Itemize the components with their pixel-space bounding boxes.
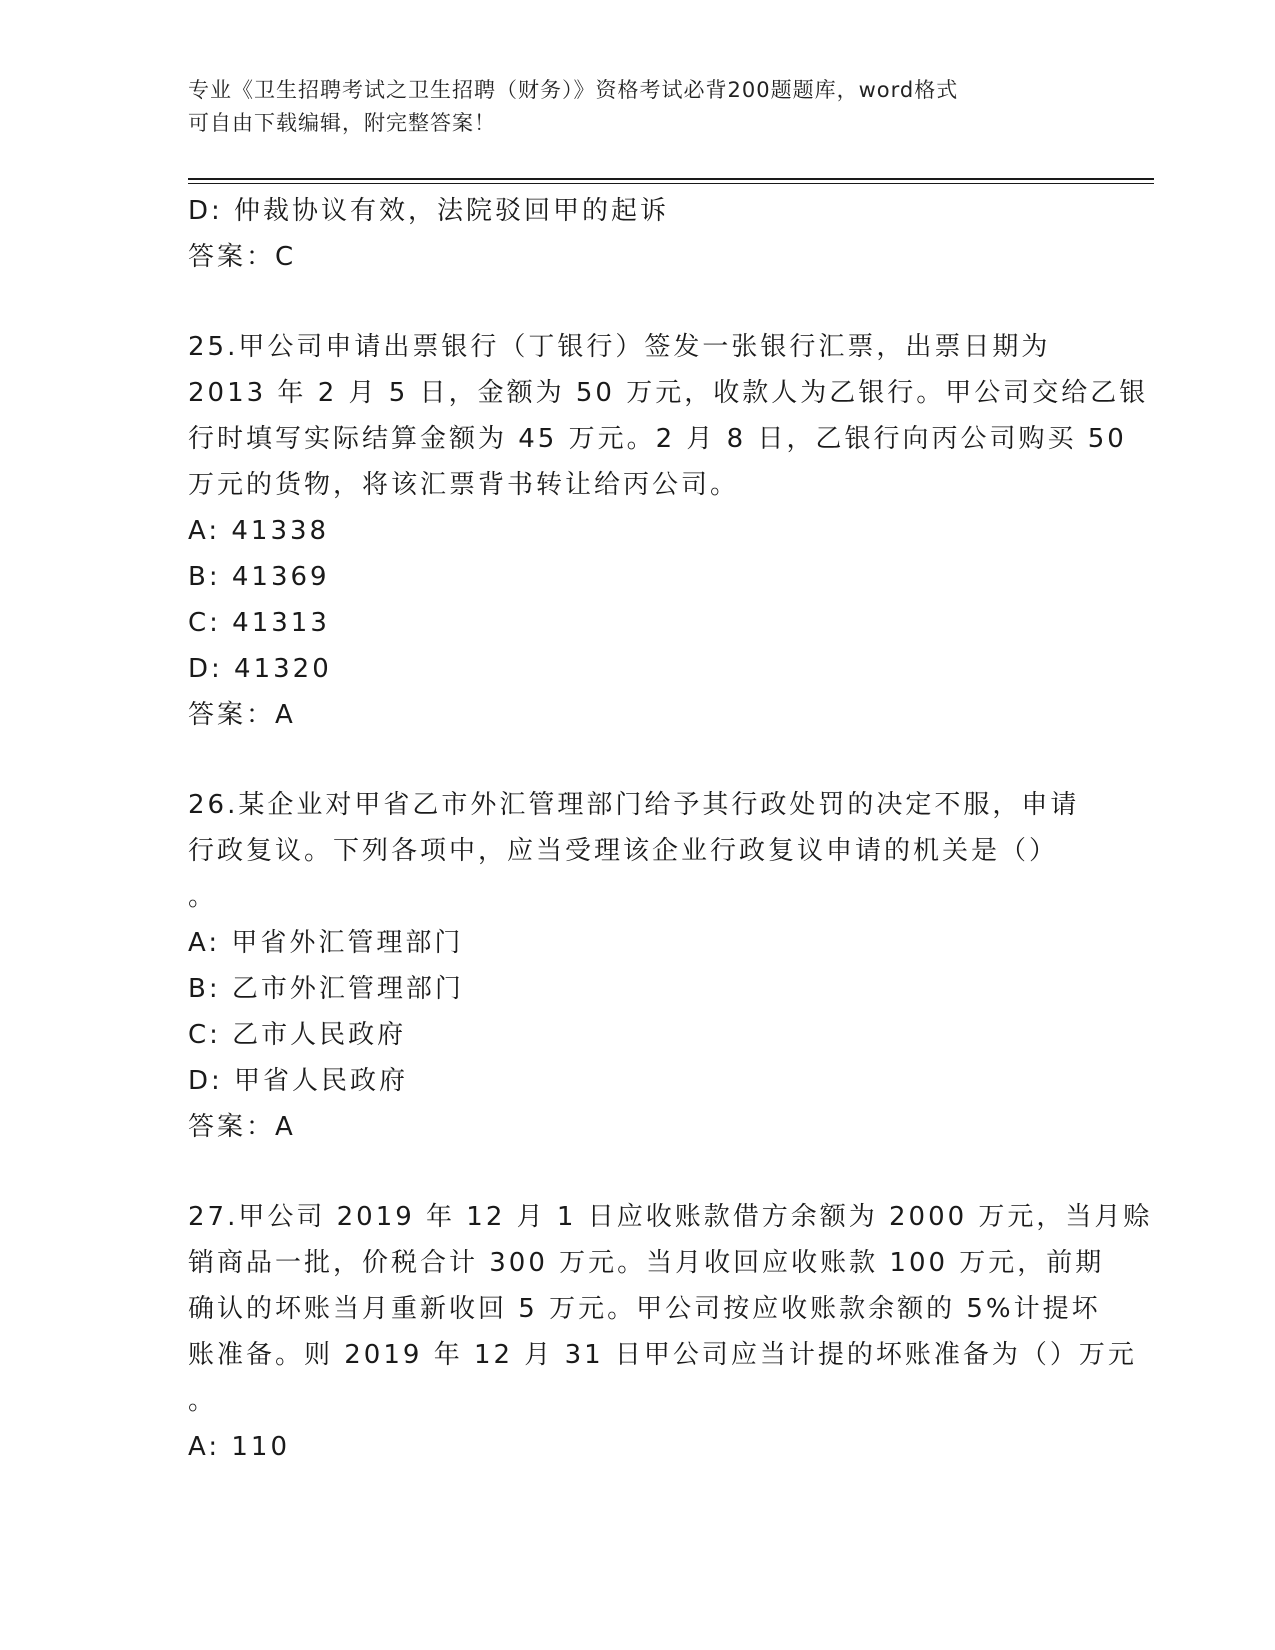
document-header [188, 74, 1088, 140]
header-line-1: 专业《卫生招聘考试之卫生招聘（财务）》资格考试必背200题题库，word格式 [188, 78, 959, 102]
question-text-line: 账准备。则 2019 年 12 月 31 日甲公司应当计提的坏账准备为（）万元 [188, 1340, 1137, 1370]
header-divider-thick [188, 178, 1154, 180]
question-26 [188, 782, 1088, 1150]
question-text-line: 行时填写实际结算金额为 45 万元。2 月 8 日，乙银行向丙公司购买 50 [188, 424, 1127, 454]
question-text-line: 26.某企业对甲省乙市外汇管理部门给予其行政处罚的决定不服，申请 [188, 790, 1080, 820]
question-27 [188, 1194, 1153, 1470]
answer-line: 答案：A [188, 1112, 296, 1142]
question-text-line: 销商品一批，价税合计 300 万元。当月收回应收账款 100 万元，前期 [188, 1248, 1105, 1278]
answer-line: 答案：A [188, 700, 296, 730]
option-b: B: 乙市外汇管理部门 [188, 974, 464, 1004]
header-divider-thin [188, 183, 1154, 184]
option-c: C: 乙市人民政府 [188, 1020, 407, 1050]
question-text-line: 确认的坏账当月重新收回 5 万元。甲公司按应收账款余额的 5%计提坏 [188, 1294, 1101, 1324]
spacer [188, 280, 1088, 324]
prev-option-d: D: 仲裁协议有效，法院驳回甲的起诉 [188, 196, 670, 226]
question-text-line: 行政复议。下列各项中，应当受理该企业行政复议申请的机关是（） [188, 836, 1059, 866]
option-a: A: 41338 [188, 516, 330, 546]
option-a: A: 甲省外汇管理部门 [188, 928, 464, 958]
spacer [188, 738, 1088, 782]
question-text-line: 2013 年 2 月 5 日，金额为 50 万元，收款人为乙银行。甲公司交给乙银 [188, 378, 1149, 408]
spacer [188, 1150, 1088, 1194]
option-d: D: 41320 [188, 654, 332, 684]
option-c: C: 41313 [188, 608, 330, 638]
question-text-line: 。 [188, 882, 218, 912]
question-text-line: 27.甲公司 2019 年 12 月 1 日应收账款借方余额为 2000 万元，当月赊 [188, 1202, 1153, 1232]
question-text-line: 。 [188, 1386, 218, 1416]
question-text-line: 25.甲公司申请出票银行（丁银行）签发一张银行汇票，出票日期为 [188, 332, 1051, 362]
question-25 [188, 324, 1149, 738]
header-line-2: 可自由下载编辑，附完整答案！ [188, 111, 496, 135]
prev-answer: 答案：C [188, 242, 297, 272]
option-d: D: 甲省人民政府 [188, 1066, 409, 1096]
option-a: A: 110 [188, 1432, 290, 1462]
option-b: B: 41369 [188, 562, 330, 592]
document-body [188, 188, 1153, 1470]
question-text-line: 万元的货物，将该汇票背书转让给丙公司。 [188, 470, 740, 500]
